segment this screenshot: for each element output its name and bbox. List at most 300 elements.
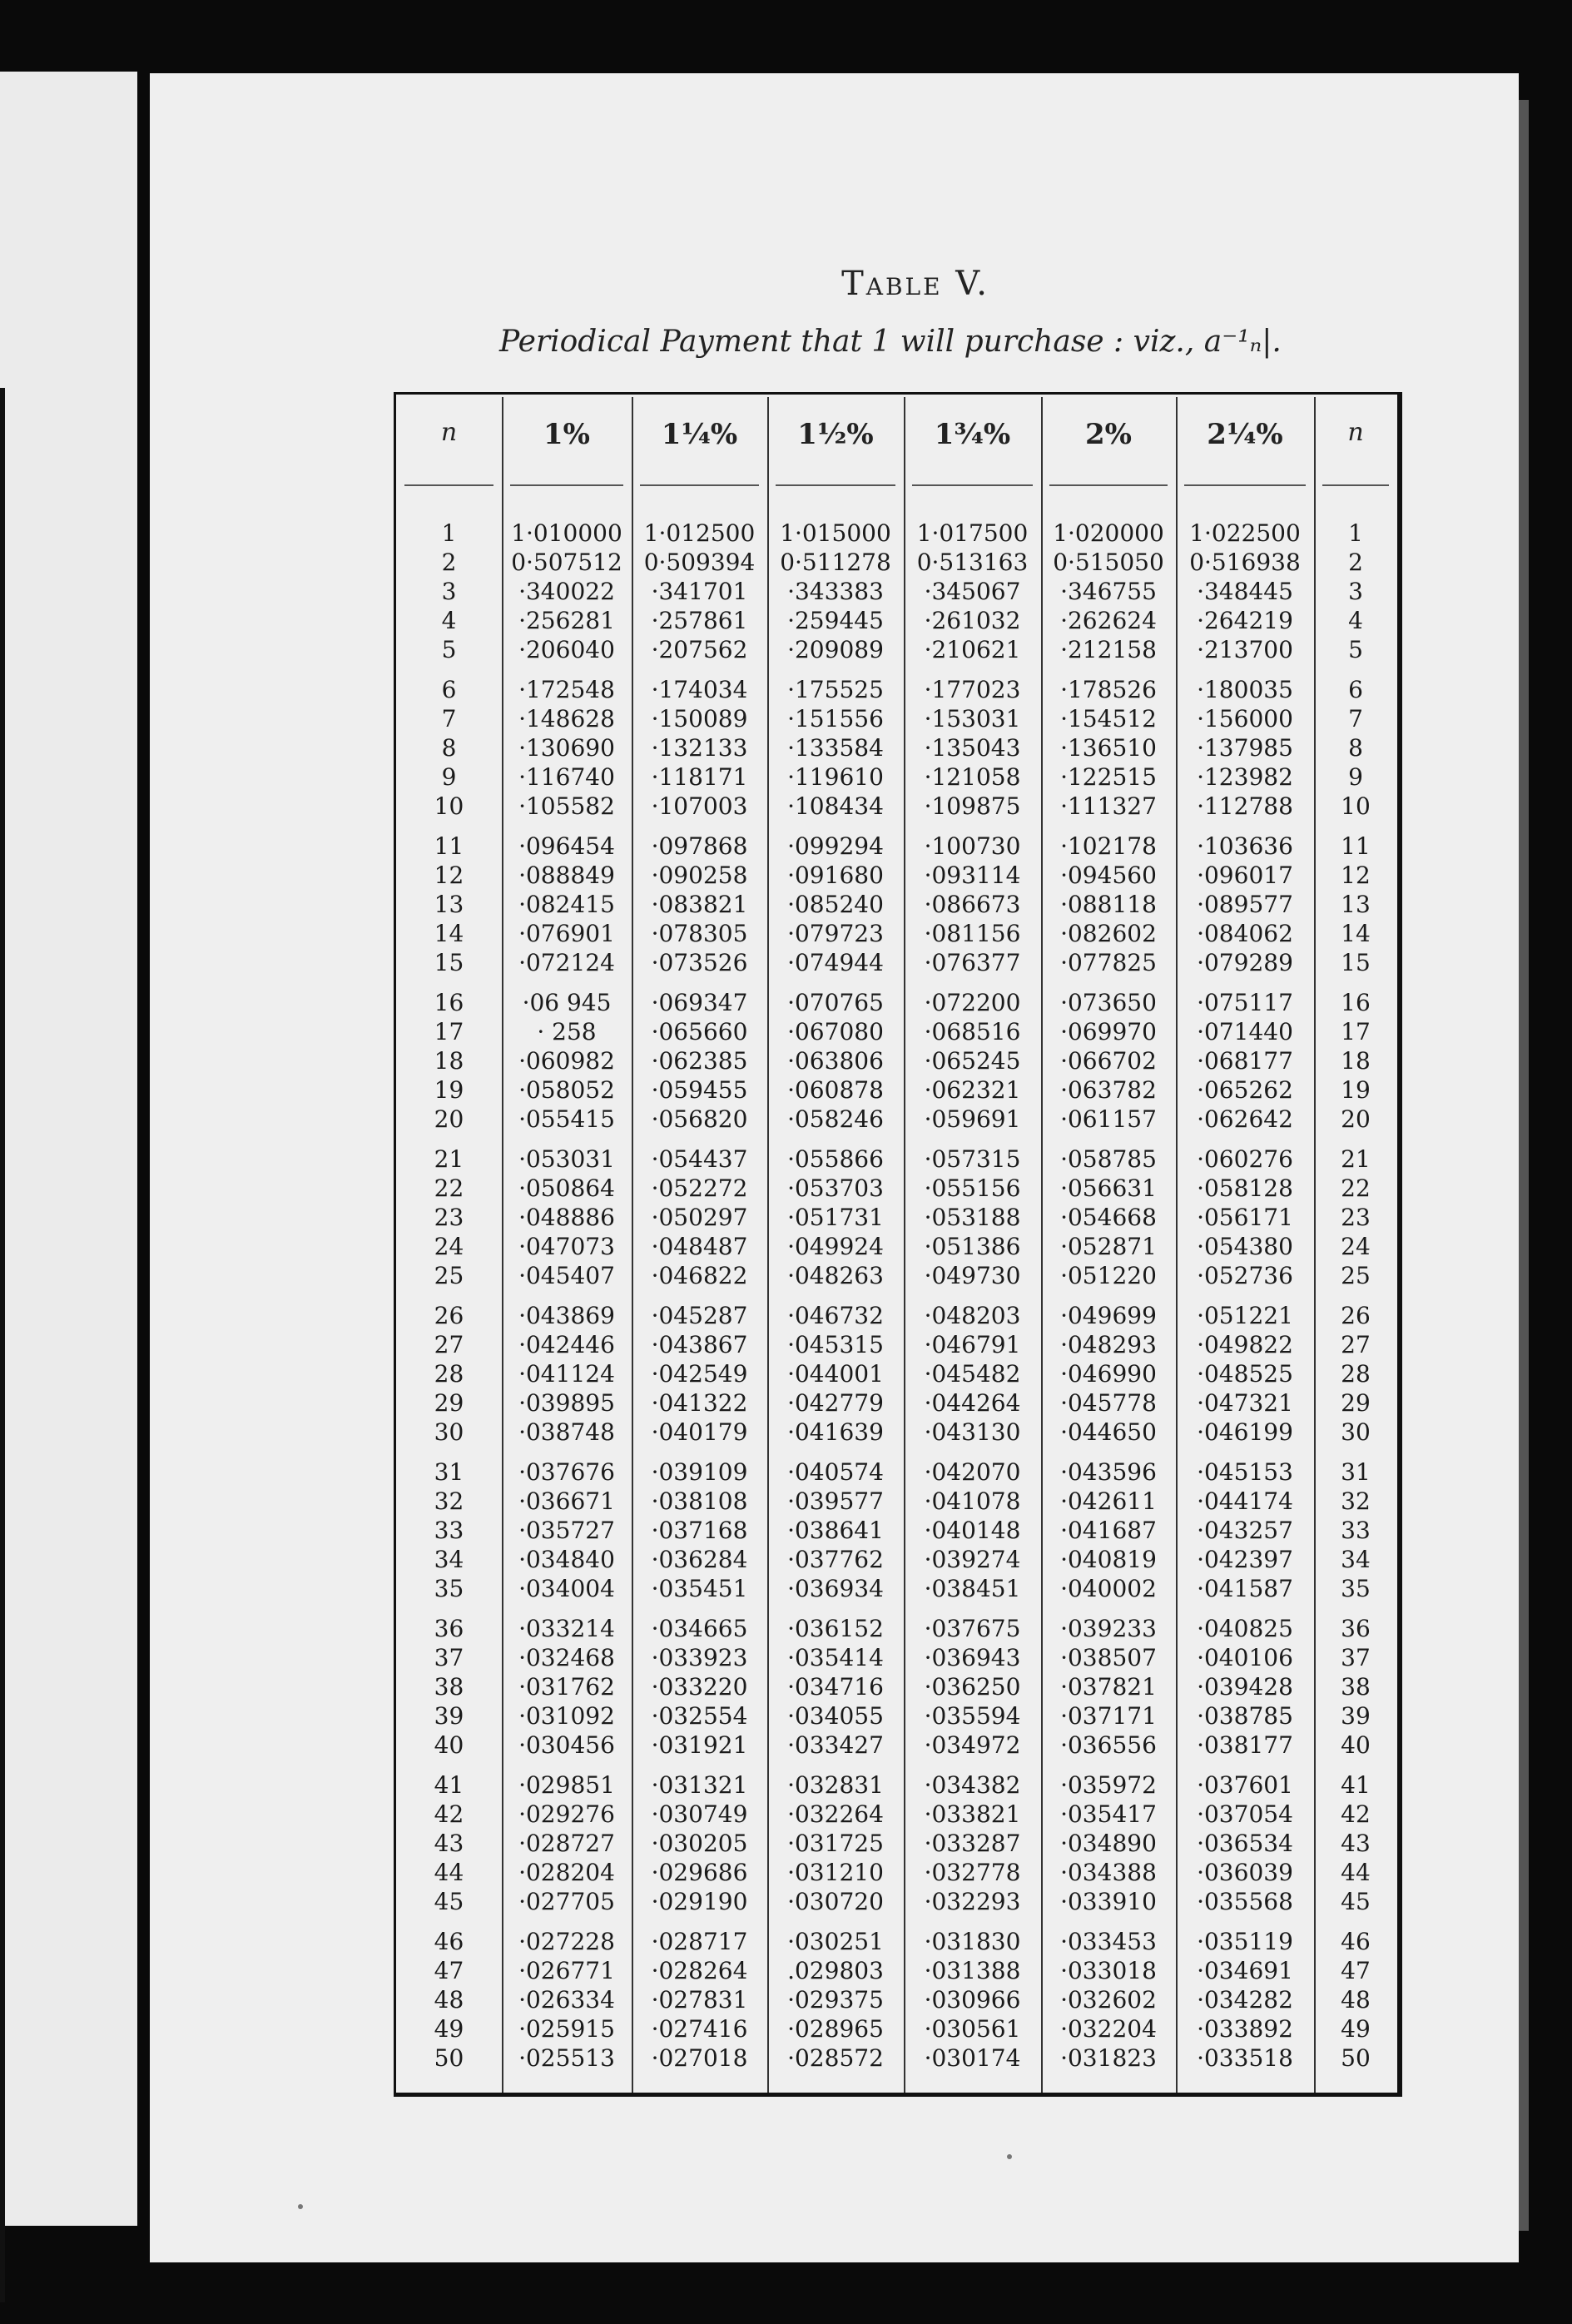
table-cell-rate-1-75pct: ·045482 xyxy=(924,1360,1021,1388)
table-cell-rate-1-25pct: ·027416 xyxy=(651,2015,748,2043)
annuity-table xyxy=(394,392,1402,2097)
table-cell-rate-1pct: ·025915 xyxy=(518,2015,615,2043)
table-cell-rate-1-25pct: ·035451 xyxy=(651,1575,748,1602)
column-header-rate-1-25pct: 1¼% xyxy=(661,418,738,451)
table-cell-rate-1-5pct: ·029375 xyxy=(787,1986,884,2014)
table-cell-n-col: 10 xyxy=(434,792,464,820)
table-cell-n-col: 50 xyxy=(434,2044,464,2072)
table-cell-rate-1-75pct: ·261032 xyxy=(924,607,1021,634)
table-cell-rate-2-25pct: ·264219 xyxy=(1197,607,1293,634)
table-cell-n-col: 2 xyxy=(441,549,457,576)
table-cell-rate-1-25pct: ·257861 xyxy=(651,607,748,634)
table-cell-rate-1-5pct: ·209089 xyxy=(787,636,884,663)
table-cell-rate-2-25pct: ·071440 xyxy=(1197,1018,1293,1045)
table-cell-rate-1-75pct: ·135043 xyxy=(924,734,1021,762)
table-cell-rate-2-25pct: ·033892 xyxy=(1197,2015,1293,2043)
table-cell-rate-1-5pct: ·032831 xyxy=(787,1771,884,1799)
table-cell-rate-1-25pct: ·083821 xyxy=(651,891,748,918)
table-cell-n-col: 16 xyxy=(434,989,464,1016)
table-cell-rate-2-25pct: ·051221 xyxy=(1197,1302,1293,1329)
table-cell-n-col: 24 xyxy=(434,1233,464,1260)
table-cell-n-col-right: 8 xyxy=(1348,734,1363,762)
table-row xyxy=(396,763,1395,792)
table-cell-rate-2pct: ·088118 xyxy=(1060,891,1157,918)
table-cell-rate-2pct: ·048293 xyxy=(1060,1331,1157,1358)
table-cell-rate-1pct: ·043869 xyxy=(518,1302,615,1329)
table-cell-rate-1-25pct: ·048487 xyxy=(651,1233,748,1260)
table-row xyxy=(396,549,1395,577)
table-row xyxy=(396,1018,1395,1046)
table-cell-n-col-right: 5 xyxy=(1348,636,1363,663)
table-cell-rate-1pct: ·041124 xyxy=(518,1360,615,1388)
table-cell-rate-2pct: ·035972 xyxy=(1060,1771,1157,1799)
table-cell-rate-2-25pct: ·054380 xyxy=(1197,1233,1293,1260)
table-cell-rate-1-5pct: ·041639 xyxy=(787,1418,884,1446)
table-cell-rate-2-25pct: ·036039 xyxy=(1197,1859,1293,1886)
table-cell-rate-2-25pct: ·060276 xyxy=(1197,1145,1293,1173)
table-cell-rate-2pct: ·033910 xyxy=(1060,1888,1157,1915)
table-row xyxy=(396,2044,1395,2073)
table-cell-n-col-right: 12 xyxy=(1341,862,1371,889)
table-cell-rate-1-5pct: ·036152 xyxy=(787,1615,884,1642)
table-cell-n-col-right: 26 xyxy=(1341,1302,1371,1329)
table-cell-rate-2-25pct: ·045153 xyxy=(1197,1458,1293,1486)
table-cell-rate-1-75pct: ·068516 xyxy=(924,1018,1021,1045)
table-cell-n-col-right: 46 xyxy=(1341,1928,1371,1955)
table-cell-rate-2pct: ·056631 xyxy=(1060,1174,1157,1202)
table-cell-rate-2pct: ·063782 xyxy=(1060,1076,1157,1104)
table-cell-rate-1-5pct: ·151556 xyxy=(787,705,884,732)
table-cell-rate-1-5pct: ·063806 xyxy=(787,1047,884,1075)
table-cell-rate-1pct: ·072124 xyxy=(518,949,615,976)
table-cell-n-col-right: 21 xyxy=(1341,1145,1371,1173)
table-cell-n-col-right: 17 xyxy=(1341,1018,1371,1045)
table-cell-rate-1-75pct: ·034382 xyxy=(924,1771,1021,1799)
table-row xyxy=(396,1458,1395,1487)
table-cell-n-col: 19 xyxy=(434,1076,464,1104)
table-cell-rate-2pct: ·043596 xyxy=(1060,1458,1157,1486)
table-cell-rate-2-25pct: ·052736 xyxy=(1197,1262,1293,1289)
table-cell-rate-1-75pct: ·033287 xyxy=(924,1830,1021,1857)
table-cell-rate-1-25pct: ·028264 xyxy=(651,1957,748,1984)
table-cell-n-col: 48 xyxy=(434,1986,464,2014)
table-cell-rate-2pct: ·037821 xyxy=(1060,1673,1157,1701)
table-cell-rate-2-25pct: ·056171 xyxy=(1197,1204,1293,1231)
table-cell-rate-1-25pct: ·059455 xyxy=(651,1076,748,1104)
table-cell-rate-1-75pct: ·043130 xyxy=(924,1418,1021,1446)
table-cell-rate-2-25pct: ·348445 xyxy=(1197,578,1293,605)
table-cell-n-col-right: 2 xyxy=(1348,549,1363,576)
table-cell-rate-1-5pct: ·032264 xyxy=(787,1800,884,1828)
table-cell-rate-2-25pct: ·040106 xyxy=(1197,1644,1293,1671)
table-cell-rate-2pct: 0·515050 xyxy=(1053,549,1164,576)
table-cell-rate-2pct: ·046990 xyxy=(1060,1360,1157,1388)
table-cell-rate-1pct: ·034004 xyxy=(518,1575,615,1602)
table-row xyxy=(396,1957,1395,1985)
table-cell-rate-2pct: ·066702 xyxy=(1060,1047,1157,1075)
table-cell-rate-1-5pct: ·030720 xyxy=(787,1888,884,1915)
table-cell-rate-1-25pct: ·073526 xyxy=(651,949,748,976)
table-cell-rate-2-25pct: ·037601 xyxy=(1197,1771,1293,1799)
table-cell-rate-2-25pct: ·123982 xyxy=(1197,763,1293,791)
table-cell-n-col: 7 xyxy=(441,705,457,732)
table-cell-n-col-right: 34 xyxy=(1341,1546,1371,1573)
table-cell-rate-2pct: ·034388 xyxy=(1060,1859,1157,1886)
table-cell-rate-2pct: ·033453 xyxy=(1060,1928,1157,1955)
table-cell-n-col: 32 xyxy=(434,1487,464,1515)
table-row xyxy=(396,792,1395,821)
table-cell-rate-1-25pct: ·042549 xyxy=(651,1360,748,1388)
table-cell-rate-1-25pct: ·028717 xyxy=(651,1928,748,1955)
table-cell-rate-1-5pct: ·034716 xyxy=(787,1673,884,1701)
table-cell-rate-1-5pct: ·049924 xyxy=(787,1233,884,1260)
table-cell-n-col-right: 10 xyxy=(1341,792,1371,820)
table-cell-n-col: 11 xyxy=(434,832,464,860)
table-row xyxy=(396,1389,1395,1418)
table-cell-rate-2pct: ·077825 xyxy=(1060,949,1157,976)
table-cell-rate-1pct: ·105582 xyxy=(518,792,615,820)
table-cell-rate-1-25pct: ·043867 xyxy=(651,1331,748,1358)
left-page-edge xyxy=(0,72,137,2226)
table-cell-rate-1-75pct: ·081156 xyxy=(924,920,1021,947)
table-row xyxy=(396,1105,1395,1134)
table-cell-n-col-right: 6 xyxy=(1348,676,1363,703)
table-cell-rate-1-75pct: ·210621 xyxy=(924,636,1021,663)
table-row xyxy=(396,1986,1395,2014)
table-cell-n-col-right: 38 xyxy=(1341,1673,1371,1701)
table-cell-rate-1pct: ·048886 xyxy=(518,1204,615,1231)
table-cell-n-col: 39 xyxy=(434,1702,464,1730)
table-row xyxy=(396,1233,1395,1261)
table-cell-rate-1-5pct: ·108434 xyxy=(787,792,884,820)
table-cell-rate-1-25pct: ·031921 xyxy=(651,1731,748,1759)
table-cell-n-col-right: 16 xyxy=(1341,989,1371,1016)
table-cell-rate-2-25pct: 0·516938 xyxy=(1189,549,1301,576)
table-cell-rate-1-5pct: ·099294 xyxy=(787,832,884,860)
column-header-rate-1-75pct: 1¾% xyxy=(934,418,1011,451)
table-cell-rate-1-5pct: ·175525 xyxy=(787,676,884,703)
table-cell-n-col-right: 28 xyxy=(1341,1360,1371,1388)
table-cell-rate-1-75pct: ·177023 xyxy=(924,676,1021,703)
table-cell-rate-1-5pct: ·031725 xyxy=(787,1830,884,1857)
table-row xyxy=(396,1076,1395,1105)
table-cell-n-col-right: 23 xyxy=(1341,1204,1371,1231)
table-cell-rate-1-5pct: ·035414 xyxy=(787,1644,884,1671)
table-cell-n-col: 17 xyxy=(434,1018,464,1045)
table-cell-n-col-right: 19 xyxy=(1341,1076,1371,1104)
table-cell-rate-1-25pct: ·030749 xyxy=(651,1800,748,1828)
table-cell-n-col-right: 20 xyxy=(1341,1105,1371,1133)
table-cell-n-col-right: 47 xyxy=(1341,1957,1371,1984)
table-cell-rate-1-5pct: 1·015000 xyxy=(780,519,891,547)
table-cell-n-col: 36 xyxy=(434,1615,464,1642)
table-cell-rate-1pct: ·047073 xyxy=(518,1233,615,1260)
table-row xyxy=(396,607,1395,635)
table-cell-rate-1-25pct: ·150089 xyxy=(651,705,748,732)
table-cell-rate-2pct: ·122515 xyxy=(1060,763,1157,791)
table-cell-rate-1-25pct: ·039109 xyxy=(651,1458,748,1486)
table-cell-rate-2pct: ·042611 xyxy=(1060,1487,1157,1515)
table-cell-rate-1-25pct: ·118171 xyxy=(651,763,748,791)
table-cell-rate-1-25pct: ·341701 xyxy=(651,578,748,605)
table-cell-rate-1-25pct: ·030205 xyxy=(651,1830,748,1857)
table-cell-rate-2pct: ·044650 xyxy=(1060,1418,1157,1446)
table-row xyxy=(396,1731,1395,1760)
table-cell-n-col-right: 40 xyxy=(1341,1731,1371,1759)
table-cell-rate-2pct: ·040002 xyxy=(1060,1575,1157,1602)
header-rule xyxy=(776,484,895,486)
table-cell-rate-1-5pct: ·034055 xyxy=(787,1702,884,1730)
paper-speck xyxy=(1007,2154,1012,2159)
table-cell-n-col-right: 50 xyxy=(1341,2044,1371,2072)
table-cell-rate-1-25pct: ·090258 xyxy=(651,862,748,889)
table-cell-rate-2pct: ·082602 xyxy=(1060,920,1157,947)
table-cell-rate-2-25pct: ·038177 xyxy=(1197,1731,1293,1759)
table-cell-rate-1pct: ·045407 xyxy=(518,1262,615,1289)
table-row xyxy=(396,734,1395,762)
table-cell-rate-1-25pct: ·034665 xyxy=(651,1615,748,1642)
table-cell-n-col: 12 xyxy=(434,862,464,889)
table-heading: Table V. xyxy=(841,265,989,303)
table-row xyxy=(396,1800,1395,1829)
table-cell-n-col-right: 27 xyxy=(1341,1331,1371,1358)
table-row xyxy=(396,832,1395,861)
table-cell-rate-2pct: ·038507 xyxy=(1060,1644,1157,1671)
table-cell-rate-1pct: ·028727 xyxy=(518,1830,615,1857)
table-row xyxy=(396,2015,1395,2043)
table-cell-rate-2pct: ·037171 xyxy=(1060,1702,1157,1730)
table-cell-rate-2pct: ·073650 xyxy=(1060,989,1157,1016)
table-cell-rate-1-75pct: ·042070 xyxy=(924,1458,1021,1486)
table-cell-rate-1-75pct: ·033821 xyxy=(924,1800,1021,1828)
table-cell-rate-1pct: 0·507512 xyxy=(511,549,622,576)
table-cell-rate-1pct: ·172548 xyxy=(518,676,615,703)
table-cell-rate-1-25pct: ·045287 xyxy=(651,1302,748,1329)
table-cell-rate-1-5pct: ·036934 xyxy=(787,1575,884,1602)
table-cell-n-col: 29 xyxy=(434,1389,464,1417)
table-row xyxy=(396,1517,1395,1545)
table-cell-n-col: 21 xyxy=(434,1145,464,1173)
table-cell-rate-2-25pct: ·096017 xyxy=(1197,862,1293,889)
table-cell-n-col-right: 41 xyxy=(1341,1771,1371,1799)
table-cell-n-col: 46 xyxy=(434,1928,464,1955)
book-page xyxy=(150,73,1519,2262)
table-cell-rate-1-75pct: ·038451 xyxy=(924,1575,1021,1602)
table-cell-rate-2pct: ·102178 xyxy=(1060,832,1157,860)
table-cell-n-col-right: 35 xyxy=(1341,1575,1371,1602)
table-row xyxy=(396,949,1395,977)
table-cell-rate-2-25pct: ·037054 xyxy=(1197,1800,1293,1828)
table-cell-rate-1pct: ·033214 xyxy=(518,1615,615,1642)
table-cell-n-col: 23 xyxy=(434,1204,464,1231)
left-page-rule xyxy=(0,388,5,2302)
table-cell-n-col: 28 xyxy=(434,1360,464,1388)
table-cell-n-col: 47 xyxy=(434,1957,464,1984)
table-cell-rate-1-5pct: ·119610 xyxy=(787,763,884,791)
header-rule xyxy=(1184,484,1306,486)
table-row xyxy=(396,1262,1395,1290)
table-cell-n-col: 45 xyxy=(434,1888,464,1915)
table-cell-n-col-right: 30 xyxy=(1341,1418,1371,1446)
table-cell-rate-2-25pct: ·213700 xyxy=(1197,636,1293,663)
table-row xyxy=(396,1302,1395,1330)
table-cell-rate-1-5pct: ·085240 xyxy=(787,891,884,918)
table-cell-rate-1pct: ·031092 xyxy=(518,1702,615,1730)
table-cell-rate-2-25pct: ·034282 xyxy=(1197,1986,1293,2014)
table-cell-rate-1-75pct: ·051386 xyxy=(924,1233,1021,1260)
table-cell-rate-1-25pct: ·132133 xyxy=(651,734,748,762)
table-cell-rate-1-25pct: ·056820 xyxy=(651,1105,748,1133)
table-cell-n-col-right: 4 xyxy=(1348,607,1363,634)
table-cell-rate-1pct: ·026771 xyxy=(518,1957,615,1984)
table-cell-n-col-right: 44 xyxy=(1341,1859,1371,1886)
table-cell-rate-1-5pct: ·044001 xyxy=(787,1360,884,1388)
table-row xyxy=(396,1546,1395,1574)
table-cell-rate-1-5pct: ·040574 xyxy=(787,1458,884,1486)
table-cell-rate-2-25pct: ·062642 xyxy=(1197,1105,1293,1133)
table-cell-rate-1-75pct: ·100730 xyxy=(924,832,1021,860)
table-cell-rate-1-75pct: ·065245 xyxy=(924,1047,1021,1075)
table-cell-rate-1pct: ·038748 xyxy=(518,1418,615,1446)
table-cell-rate-1pct: ·053031 xyxy=(518,1145,615,1173)
table-row xyxy=(396,1771,1395,1800)
table-cell-rate-1-75pct: ·086673 xyxy=(924,891,1021,918)
table-cell-rate-1pct: ·028204 xyxy=(518,1859,615,1886)
table-cell-n-col-right: 14 xyxy=(1341,920,1371,947)
table-cell-rate-1-75pct: ·036250 xyxy=(924,1673,1021,1701)
table-cell-rate-1-75pct: ·093114 xyxy=(924,862,1021,889)
table-cell-rate-2-25pct: ·038785 xyxy=(1197,1702,1293,1730)
table-cell-rate-1-5pct: ·343383 xyxy=(787,578,884,605)
column-header-rate-2pct: 2% xyxy=(1085,418,1132,451)
table-cell-n-col: 41 xyxy=(434,1771,464,1799)
table-cell-rate-2pct: ·178526 xyxy=(1060,676,1157,703)
table-cell-rate-1-5pct: ·045315 xyxy=(787,1331,884,1358)
table-cell-n-col: 6 xyxy=(441,676,457,703)
table-cell-rate-1-75pct: ·031388 xyxy=(924,1957,1021,1984)
table-cell-rate-2pct: ·031823 xyxy=(1060,2044,1157,2072)
table-cell-rate-1pct: ·035727 xyxy=(518,1517,615,1544)
table-cell-rate-1-5pct: ·033427 xyxy=(787,1731,884,1759)
table-cell-rate-2-25pct: ·112788 xyxy=(1197,792,1293,820)
table-cell-rate-1-75pct: ·057315 xyxy=(924,1145,1021,1173)
table-cell-rate-1pct: ·082415 xyxy=(518,891,615,918)
table-cell-n-col: 18 xyxy=(434,1047,464,1075)
table-cell-rate-1-75pct: 0·513163 xyxy=(916,549,1029,576)
table-cell-n-col-right: 22 xyxy=(1341,1174,1371,1202)
table-cell-rate-1-75pct: ·032293 xyxy=(924,1888,1021,1915)
table-row xyxy=(396,920,1395,948)
table-cell-rate-1-25pct: ·097868 xyxy=(651,832,748,860)
table-cell-rate-1-5pct: ·091680 xyxy=(787,862,884,889)
table-row xyxy=(396,519,1395,548)
table-cell-rate-1-5pct: ·051731 xyxy=(787,1204,884,1231)
table-row xyxy=(396,1204,1395,1232)
table-cell-n-col-right: 36 xyxy=(1341,1615,1371,1642)
table-cell-rate-1pct: ·042446 xyxy=(518,1331,615,1358)
table-cell-rate-1-75pct: 1·017500 xyxy=(916,519,1029,547)
table-cell-rate-1-25pct: ·207562 xyxy=(651,636,748,663)
table-cell-n-col-right: 3 xyxy=(1348,578,1363,605)
table-cell-rate-2pct: ·154512 xyxy=(1060,705,1157,732)
table-cell-rate-2pct: ·049699 xyxy=(1060,1302,1157,1329)
table-cell-n-col-right: 31 xyxy=(1341,1458,1371,1486)
table-cell-rate-1-75pct: ·034972 xyxy=(924,1731,1021,1759)
column-header-n-col: n xyxy=(440,418,458,447)
table-cell-rate-2-25pct: ·065262 xyxy=(1197,1076,1293,1104)
table-cell-n-col: 1 xyxy=(441,519,457,547)
table-cell-rate-2pct: ·262624 xyxy=(1060,607,1157,634)
table-cell-rate-2pct: ·051220 xyxy=(1060,1262,1157,1289)
table-cell-rate-2pct: ·052871 xyxy=(1060,1233,1157,1260)
table-cell-rate-2-25pct: ·047321 xyxy=(1197,1389,1293,1417)
table-cell-rate-1-75pct: ·030561 xyxy=(924,2015,1021,2043)
table-cell-rate-2-25pct: ·039428 xyxy=(1197,1673,1293,1701)
table-cell-n-col-right: 18 xyxy=(1341,1047,1371,1075)
table-cell-n-col: 26 xyxy=(434,1302,464,1329)
table-cell-rate-1-75pct: ·037675 xyxy=(924,1615,1021,1642)
column-header-rate-1-5pct: 1½% xyxy=(797,418,874,451)
table-cell-rate-2pct: ·036556 xyxy=(1060,1731,1157,1759)
table-cell-rate-1pct: ·088849 xyxy=(518,862,615,889)
table-cell-n-col: 49 xyxy=(434,2015,464,2043)
table-cell-rate-1-5pct: ·079723 xyxy=(787,920,884,947)
table-cell-rate-2-25pct: ·068177 xyxy=(1197,1047,1293,1075)
table-row xyxy=(396,1615,1395,1643)
table-cell-rate-1pct: ·030456 xyxy=(518,1731,615,1759)
table-cell-n-col-right: 42 xyxy=(1341,1800,1371,1828)
table-cell-rate-1-75pct: ·031830 xyxy=(924,1928,1021,1955)
table-cell-rate-1-25pct: ·027831 xyxy=(651,1986,748,2014)
table-cell-rate-1pct: ·050864 xyxy=(518,1174,615,1202)
table-cell-rate-2pct: 1·020000 xyxy=(1053,519,1164,547)
table-cell-n-col: 14 xyxy=(434,920,464,947)
table-cell-rate-1-75pct: ·046791 xyxy=(924,1331,1021,1358)
table-row xyxy=(396,1360,1395,1388)
table-row xyxy=(396,636,1395,664)
table-row xyxy=(396,676,1395,704)
column-header-n-col-right: n xyxy=(1347,418,1364,447)
table-cell-rate-1-25pct: ·174034 xyxy=(651,676,748,703)
table-cell-rate-1-5pct: ·037762 xyxy=(787,1546,884,1573)
table-cell-rate-1-25pct: 1·012500 xyxy=(643,519,756,547)
table-cell-rate-1-75pct: ·055156 xyxy=(924,1174,1021,1202)
table-cell-rate-1-25pct: ·032554 xyxy=(651,1702,748,1730)
table-cell-n-col: 44 xyxy=(434,1859,464,1886)
table-row xyxy=(396,705,1395,733)
table-cell-rate-2pct: ·061157 xyxy=(1060,1105,1157,1133)
table-cell-rate-2pct: ·346755 xyxy=(1060,578,1157,605)
table-cell-n-col: 5 xyxy=(441,636,457,663)
table-cell-n-col-right: 9 xyxy=(1348,763,1363,791)
table-row xyxy=(396,989,1395,1017)
table-cell-rate-1-75pct: ·072200 xyxy=(924,989,1021,1016)
table-cell-rate-2-25pct: ·040825 xyxy=(1197,1615,1293,1642)
table-cell-rate-1-75pct: ·049730 xyxy=(924,1262,1021,1289)
table-cell-rate-1pct: ·025513 xyxy=(518,2044,615,2072)
table-row xyxy=(396,1830,1395,1858)
table-cell-rate-2-25pct: ·044174 xyxy=(1197,1487,1293,1515)
column-header-rate-2-25pct: 2¼% xyxy=(1207,418,1283,451)
table-cell-rate-1-25pct: ·038108 xyxy=(651,1487,748,1515)
table-cell-n-col-right: 49 xyxy=(1341,2015,1371,2043)
table-cell-rate-1-75pct: ·030966 xyxy=(924,1986,1021,2014)
table-row xyxy=(396,1859,1395,1887)
table-cell-rate-1pct: · 258 xyxy=(537,1018,597,1045)
table-cell-rate-2-25pct: ·035119 xyxy=(1197,1928,1293,1955)
table-row xyxy=(396,1702,1395,1731)
table-cell-rate-1pct: ·037676 xyxy=(518,1458,615,1486)
